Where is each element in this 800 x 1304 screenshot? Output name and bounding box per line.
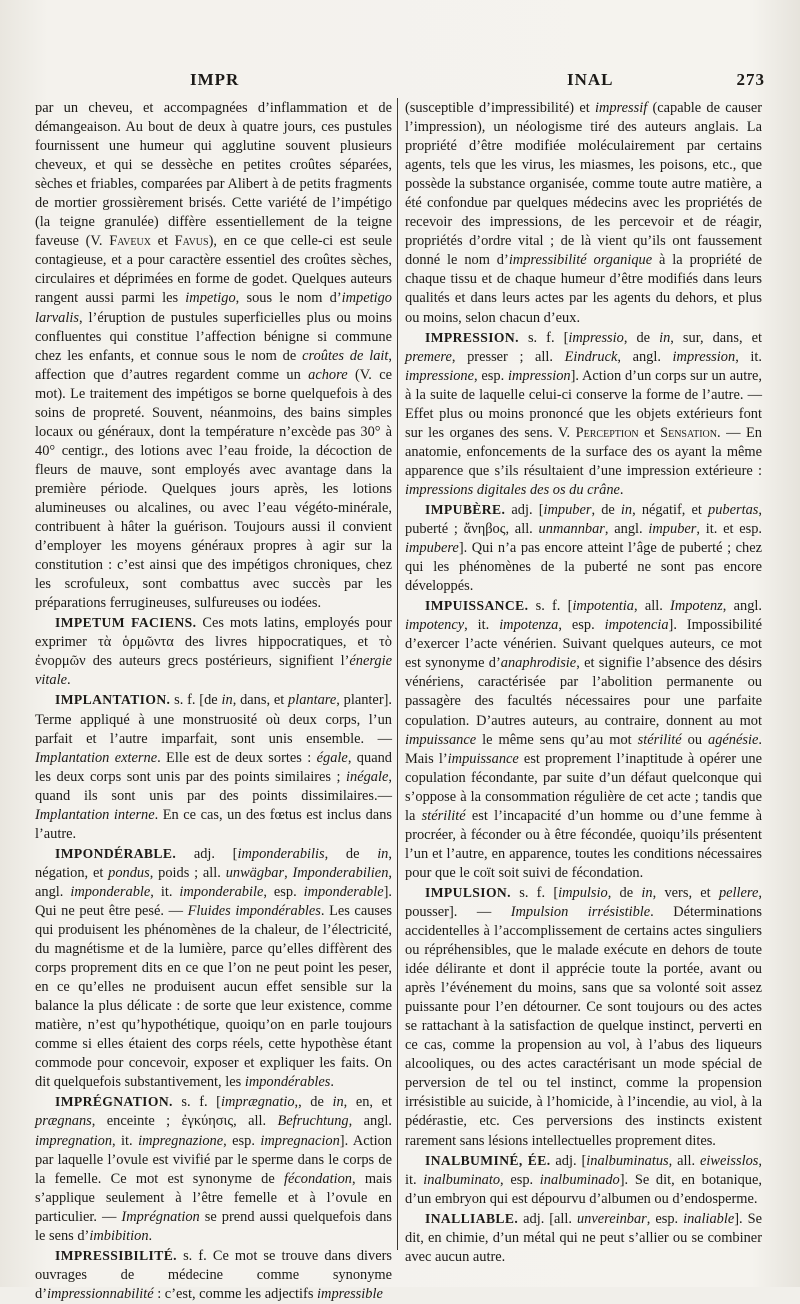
entry-impubere: IMPUBÈRE. adj. [impuber, de in, négatif, et pubertas, puberté ; ἄνηβος, all. unmannbar, angl. impuber, it. et esp. impubere]. Qui n’a pas encore atteint l’âge de puberté ; chez qui les phénomènes de la puberté ne sont pas encore développés. <box>405 501 763 595</box>
entry-continuation: par un cheveu, et accompagnées d’inflammation et de démangeaison. Au bout de deux à quatre jours, ces pustules fournissent une humeur qui agglutine souvent plusieurs cheveux, et qui se dessèche en petites croûtes séparées, sèches et friables, comparées par Alibert à de petits fragments de mortier grossièrement brisés. Cette variété de l’impétigo (la teigne granulée) diffère essentiellement de la teigne faveuse (V. Faveux et Favus), en ce que celle-ci est seule contagieuse, et a pour caractère essentiel des croûtes sèches, circulaires et déprimées en forme de godet. Quelques auteurs rangent aussi parmi les impetigo, sous le nom d’impetigo larvalis, l’éruption de pustules superficielles plus ou moins confluentes qui constitue l’affection bénigne si commune chez les enfants, et connue sous le nom de croûtes de lait, affection que d’autres regardent comme un achore (V. ce mot). Le traitement des impétigos se borne quelquefois à des soins de propreté. Souvent, néanmoins, des bains simples locaux ou généraux, dont la température n’excède pas 30° à 40° centigr., des lotions avec l’eau froide, la décoction de fleurs de mauve, sont employés avec avantage dans la première période. Quelques jours après, les lotions alumineuses ou alcalines, ou avec l’eau végéto-minérale, contribuent à hâter la guérison. Toujours aussi il convient d’employer les moyens généraux propres à agir sur la constitution : c’est ainsi que des impétigos chroniques, chez les scrofuleux, sont combattus avec succès par les préparations ferrugineuses, sulfureuses ou iodées. <box>35 100 392 612</box>
headword: IMPRESSION. <box>425 329 519 345</box>
headword: IMPETUM FACIENS. <box>55 615 197 631</box>
entry-impression: IMPRESSION. s. f. [impressio, de in, sur, dans, et premere, presser ; all. Eindruck, angl. impression, it. impressione, esp. impression]. Action d’un corps sur un autre, à la suite de laquelle celui-ci conserve la forme de l’autre. — Effet plus ou moins prononcé que les objets extérieurs font sur les organes des sens. V. Perception et Sensation. — En anatomie, enfoncements de la surface des os ayant la même apparence que s’ils résultaient d’une impression extérieure : impressions digitales des os du crâne. <box>405 329 763 498</box>
headword: IMPLANTATION. <box>55 692 171 708</box>
headword: IMPONDÉRABLE. <box>55 845 177 861</box>
headword: IMPRESSIBILITÉ. <box>55 1247 177 1263</box>
entry-impregnation: IMPRÉGNATION. s. f. [imprægnatio,, de in, en, et prægnans, enceinte ; ἐγκύησις, all. Befruchtung, angl. impregnation, it. impregnazione, esp. impregnacion]. Action par laquelle l’ovule est vivifié par le sperme dans le corps de la femelle. Ce mot est synonyme de fécondation, mais s’applique seulement à l’être femelle et à l’ovule en particulier. — Imprégnation se prend aussi quelquefois dans le sens d’imbibition. <box>35 1094 392 1244</box>
left-column <box>35 99 392 1304</box>
entry-impulsion: IMPULSION. s. f. [impulsio, de in, vers, et pellere, pousser]. — Impulsion irrésistible. Déterminations accidentelles à l’accomplissement de certains actes singuliers ou répréhensibles, que le malade exécute en dehors de toute idée délirante et dont il apprécie toute la portée, avant ou après l’événement du moins, sans que sa volonté soit assez puissante pour l’en détourner. Ce sont toujours ou des actes se rattachant à la satisfaction de quelque instinct, perverti en ce cas, comme la propension au vol, à l’abus des liqueurs alcooliques, ou des actes caractérisant un mode spécial de perversion de tel ou tel instinct, comme la propension irrésistible au suicide, à l’homicide, à l’incendie, au viol, à la pédérastie, etc. Ces perversions des instincts existent rarement sans lésions intellectuelles proprement dites. <box>405 884 762 1149</box>
headword: IMPUISSANCE. <box>425 598 529 614</box>
right-column <box>405 99 762 1267</box>
entry-imponderable: IMPONDÉRABLE. adj. [imponderabilis, de in, négation, et pondus, poids ; all. unwägbar, Imponderabilien, angl. imponderable, it. imponderabile, esp. imponderable]. Qui ne peut être pesé. — Fluides impondérables. Les causes qui produisent les phénomènes de la chaleur, de l’électricité, du magnétisme et de la lumière, parce qu’elles diffèrent des corps proprement dits en ce que l’on ne peut point les peser, en ce qu’elles ne produisent aucun effet sensible sur la balance la plus délicate : de sorte que leur existence, comme matière, n’est qu’hypothétique, quoiqu’on en parle toujours comme si elles étaient des corps réels, cette hypothèse étant commode pour concevoir, exposer et expliquer les faits. On dit quelquefois substantivement, les impondérables. <box>35 845 392 1091</box>
page-number: 273 <box>736 70 765 89</box>
entry-impressibilite: IMPRESSIBILITÉ. s. f. Ce mot se trouve dans divers ouvrages de médecine comme synonyme d’impressionnabilité : c’est, comme les adjectifs impressible <box>35 1247 392 1302</box>
entry-inalbumine: INALBUMINÉ, ÉE. adj. [inalbuminatus, all. eiweisslos, it. inalbuminato, esp. inalbuminado]. Se dit, en botanique, d’un embryon qui est dépourvu d’albumen ou d’endosperme. <box>405 1152 762 1207</box>
headword: IMPULSION. <box>425 884 511 900</box>
entry-impuissance: IMPUISSANCE. s. f. [impotentia, all. Impotenz, angl. impotency, it. impotenza, esp. impotencia]. Impossibilité d’exercer l’acte vénérien. Suivant quelques auteurs, ce mot est synonyme d’anaphrodisie, et signifie l’absence des désirs vénériens, caractérisée par l’abolition permanente ou passagère des facultés nécessaires pour une parfaite copulation. D’autres auteurs, au contraire, donnent au mot impuissance le même sens qu’au mot stérilité ou agénésie. Mais l’impuissance est proprement l’inaptitude à opérer une copulation fécondante, par suite d’un défaut quelconque qui s’oppose à la consommation régulière de cet acte ; tandis que la stérilité est l’incapacité d’un homme ou d’une femme à procréer, à féconder ou à être fécondée, quoiqu’ils présentent l’un et l’autre, en apparence, toutes les conditions nécessaires pour que le coït soit suivi de fécondation. <box>405 598 763 881</box>
headword: IMPRÉGNATION. <box>55 1094 173 1110</box>
headword: INALBUMINÉ, ÉE. <box>425 1152 551 1168</box>
entry-impetum-faciens: IMPETUM FACIENS. Ces mots latins, employés pour exprimer τὰ ὁρμῶντα des livres hippocratiques, et τὸ ἐνορμῶν des auteurs grecs postérieurs, signifient l’énergie vitale. <box>35 615 392 689</box>
running-head <box>40 70 765 96</box>
entry-continuation: (susceptible d’impressibilité) et impressif (capable de causer l’impression), un néologisme tiré des auteurs anglais. La propriété d’être modifiée moléculairement par certains agents, tels que les virus, les miasmes, les poisons, etc., que possède la substance organisée, comme toute autre matière, a été confondue par quelques médecins avec les propriétés de recevoir des impressions, de les percevoir et de réagir, propriétés d’ordre vital ; de là vient qu’ils ont faussement donné le nom d’impressibilité organique à la propriété de chaque tissu et de chaque humeur d’être modifiés dans leurs qualités et dans leurs actes par les agents du dehors, et plus ou moins, selon chacun d’eux. <box>405 100 762 326</box>
entry-implantation: IMPLANTATION. s. f. [de in, dans, et plantare, planter]. Terme appliqué à une monstruosité où deux corps, l’un parfait et l’autre imparfait, sont unis ensemble. — Implantation externe. Elle est de deux sortes : égale, quand les deux corps sont unis par des points similaires ; inégale, quand ils sont unis par des points dissimilaires.—Implantation interne. En ce cas, un des fœtus est inclus dans l’autre. <box>35 692 392 842</box>
header-right-guideword: INAL <box>567 70 614 89</box>
header-left-guideword: IMPR <box>190 70 240 89</box>
headword: IMPUBÈRE. <box>425 501 506 517</box>
headword: INALLIABLE. <box>425 1210 519 1226</box>
entry-inalliable: INALLIABLE. adj. [all. unvereinbar, esp. inaliable]. Se dit, en chimie, d’un métal qui ne peut s’allier ou se combiner avec aucun autre. <box>405 1210 762 1265</box>
column-divider <box>397 98 398 1250</box>
